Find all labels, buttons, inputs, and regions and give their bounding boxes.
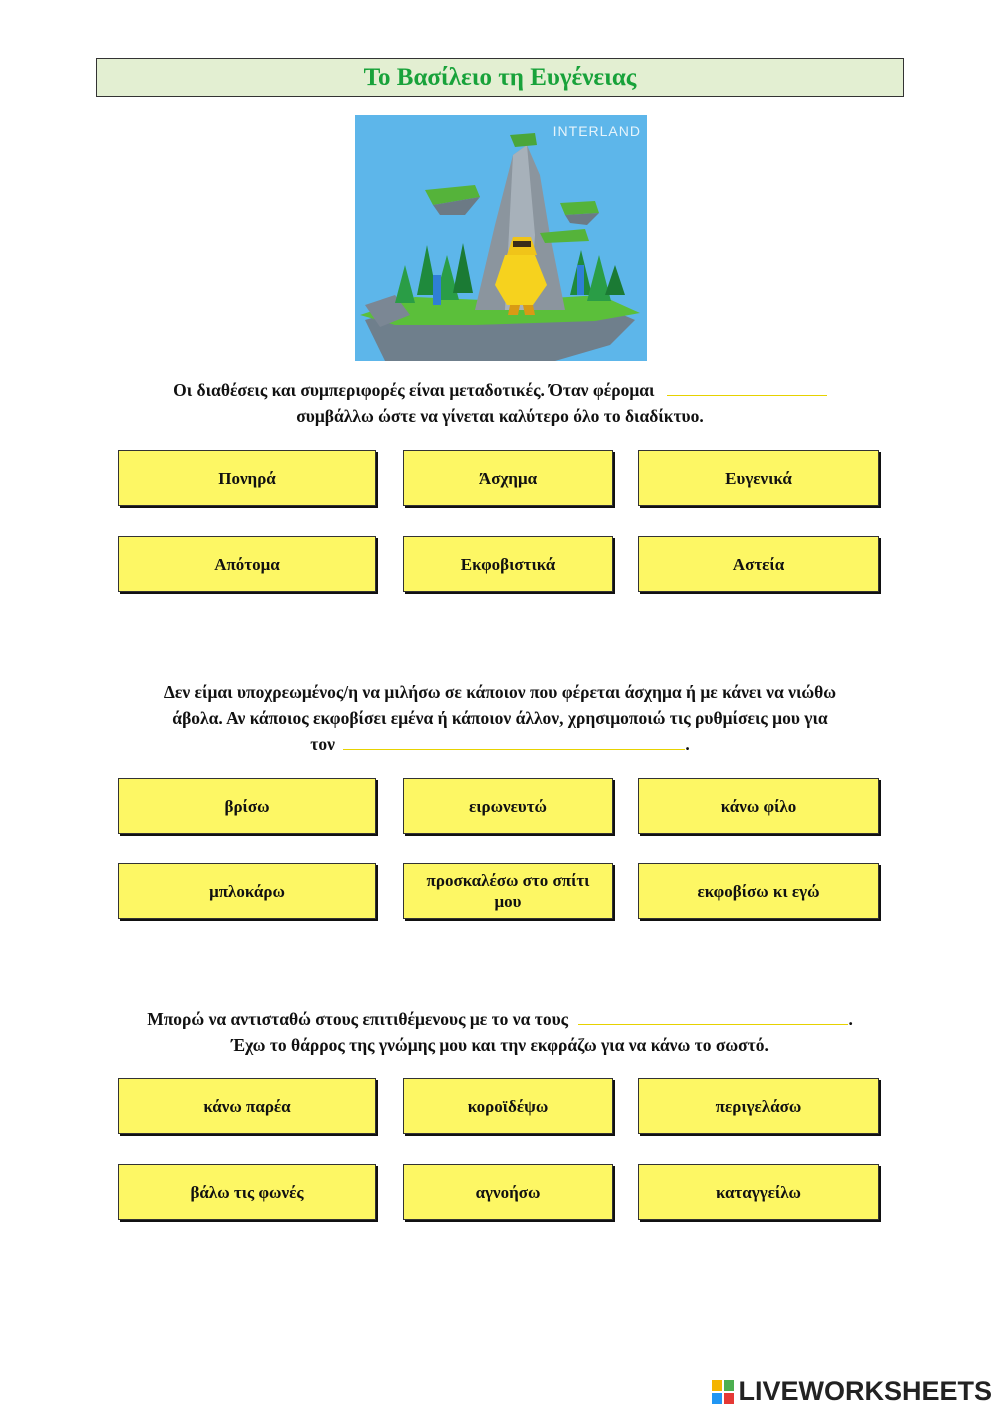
question-2-blank[interactable]: [343, 731, 685, 750]
question-1-blank[interactable]: [667, 377, 827, 396]
interland-illustration: [355, 115, 647, 361]
question-2-line-2: άβολα. Αν κάποιος εκφοβίσει εμένα ή κάποιον άλλον, χρησιμοποιώ τις ρυθμίσεις μου για: [172, 708, 828, 728]
question-3-line-2: Έχω το θάρρος της γνώμης μου και την εκφράζω για να κάνω το σωστό.: [231, 1035, 769, 1055]
option-q3-3[interactable]: περιγελάσω: [638, 1078, 879, 1134]
option-q2-4[interactable]: μπλοκάρω: [118, 863, 376, 919]
question-2-line-1: Δεν είμαι υποχρεωμένος/η να μιλήσω σε κάποιον που φέρεται άσχημα ή με κάνει να νιώθω: [163, 682, 837, 702]
option-q3-2[interactable]: κοροϊδέψω: [403, 1078, 613, 1134]
option-q2-3[interactable]: κάνω φίλο: [638, 778, 879, 834]
question-3-line-1: Μπορώ να αντισταθώ στους επιτιθέμενους με το να τους: [147, 1009, 569, 1029]
option-q2-5[interactable]: προσκαλέσω στο σπίτι μου: [403, 863, 613, 919]
option-q1-5[interactable]: Εκφοβιστικά: [403, 536, 613, 592]
option-q2-1[interactable]: βρίσω: [118, 778, 376, 834]
option-q1-4[interactable]: Απότομα: [118, 536, 376, 592]
question-1-text: [100, 377, 900, 429]
floating-island-image: [355, 115, 647, 361]
option-q1-6[interactable]: Αστεία: [638, 536, 879, 592]
option-q3-6[interactable]: καταγγείλω: [638, 1164, 879, 1220]
option-q3-1[interactable]: κάνω παρέα: [118, 1078, 376, 1134]
option-q1-3[interactable]: Ευγενικά: [638, 450, 879, 506]
option-q3-5[interactable]: αγνοήσω: [403, 1164, 613, 1220]
option-q2-6[interactable]: εκφοβίσω κι εγώ: [638, 863, 879, 919]
interland-brand-label: INTERLAND: [552, 123, 641, 139]
question-2-period: .: [685, 734, 690, 754]
question-3-blank[interactable]: [578, 1006, 848, 1025]
question-3-period: .: [848, 1009, 853, 1029]
question-2-text: [100, 679, 900, 757]
question-1-line-2: συμβάλλω ώστε να γίνεται καλύτερο όλο το διαδίκτυο.: [296, 406, 704, 426]
worksheet-title: Το Βασίλειο τη Ευγένειας: [96, 58, 904, 97]
liveworksheets-logo-text: LIVEWORKSHEETS: [738, 1376, 992, 1406]
option-q1-1[interactable]: Πονηρά: [118, 450, 376, 506]
liveworksheets-logo: [712, 1376, 992, 1407]
question-2-line-3: τον: [310, 734, 335, 754]
question-3-text: [100, 1006, 900, 1058]
option-q3-4[interactable]: βάλω τις φωνές: [118, 1164, 376, 1220]
liveworksheets-icon: [712, 1380, 734, 1404]
option-q1-2[interactable]: Άσχημα: [403, 450, 613, 506]
question-1-line-1: Οι διαθέσεις και συμπεριφορές είναι μεταδοτικές. Όταν φέρομαι: [173, 380, 655, 400]
option-q2-2[interactable]: ειρωνευτώ: [403, 778, 613, 834]
